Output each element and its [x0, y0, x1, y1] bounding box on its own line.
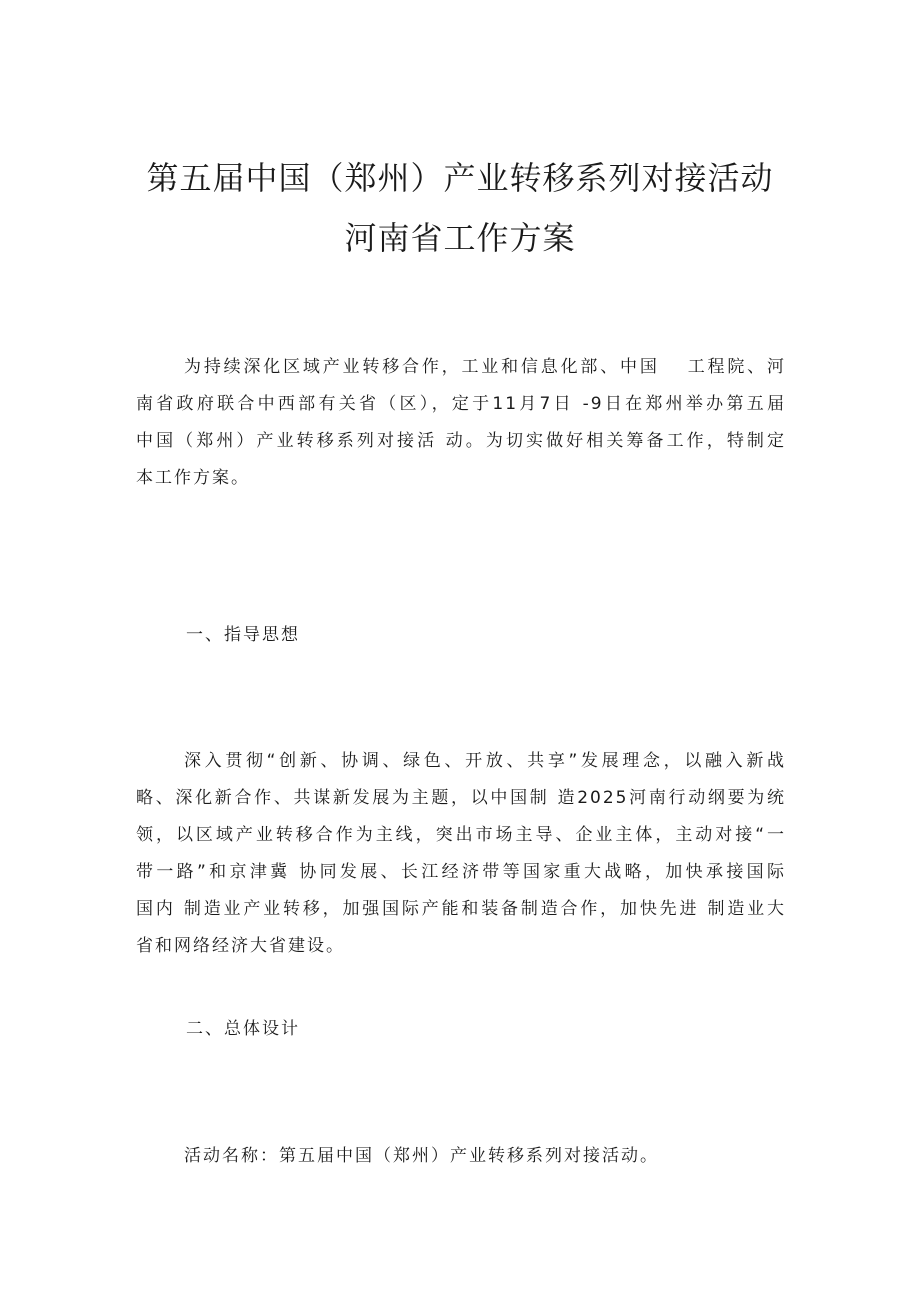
- paragraph-line: 带一路”和京津冀 协同发展、长江经济带等国家重大战略，加快承接国际: [136, 862, 786, 882]
- intro-paragraph: [136, 349, 786, 497]
- paragraph-line: 深入贯彻“创新、协调、绿色、开放、共享”发展理念，以融入新战: [184, 751, 786, 771]
- section-heading-guiding-ideology: 一、指导思想: [186, 625, 300, 645]
- paragraph-line: 国内 制造业产业转移，加强国际产能和装备制造合作，加快先进 制造业大: [136, 899, 786, 919]
- section-heading-overall-design: 二、总体设计: [186, 1019, 300, 1039]
- paragraph-line: 省和网络经济大省建设。: [136, 936, 345, 956]
- intro-line: 本工作方案。: [136, 468, 250, 488]
- document-title-line-1: 第五届中国（郑州）产业转移系列对接活动: [146, 159, 774, 197]
- document-title-line-2: 河南省工作方案: [344, 219, 576, 257]
- paragraph-line: 活动名称：第五届中国（郑州）产业转移系列对接活动。: [184, 1146, 659, 1166]
- paragraph-line: 领，以区域产业转移合作为主线，突出市场主导、企业主体，主动对接“一: [136, 825, 786, 845]
- paragraph-line: 略、深化新合作、共谋新发展为主题，以中国制 造2025河南行动纲要为统: [136, 788, 786, 808]
- intro-line: 为持续深化区域产业转移合作，工业和信息化部、中国 工程院、河: [184, 357, 786, 377]
- intro-line: 南省政府联合中西部有关省（区），定于11月7日 -9日在郑州举办第五届: [136, 394, 786, 414]
- guiding-ideology-paragraph: [136, 743, 786, 965]
- intro-line: 中国（郑州）产业转移系列对接活 动。为切实做好相关筹备工作，特制定: [136, 431, 786, 451]
- overall-design-paragraph: [136, 1138, 786, 1175]
